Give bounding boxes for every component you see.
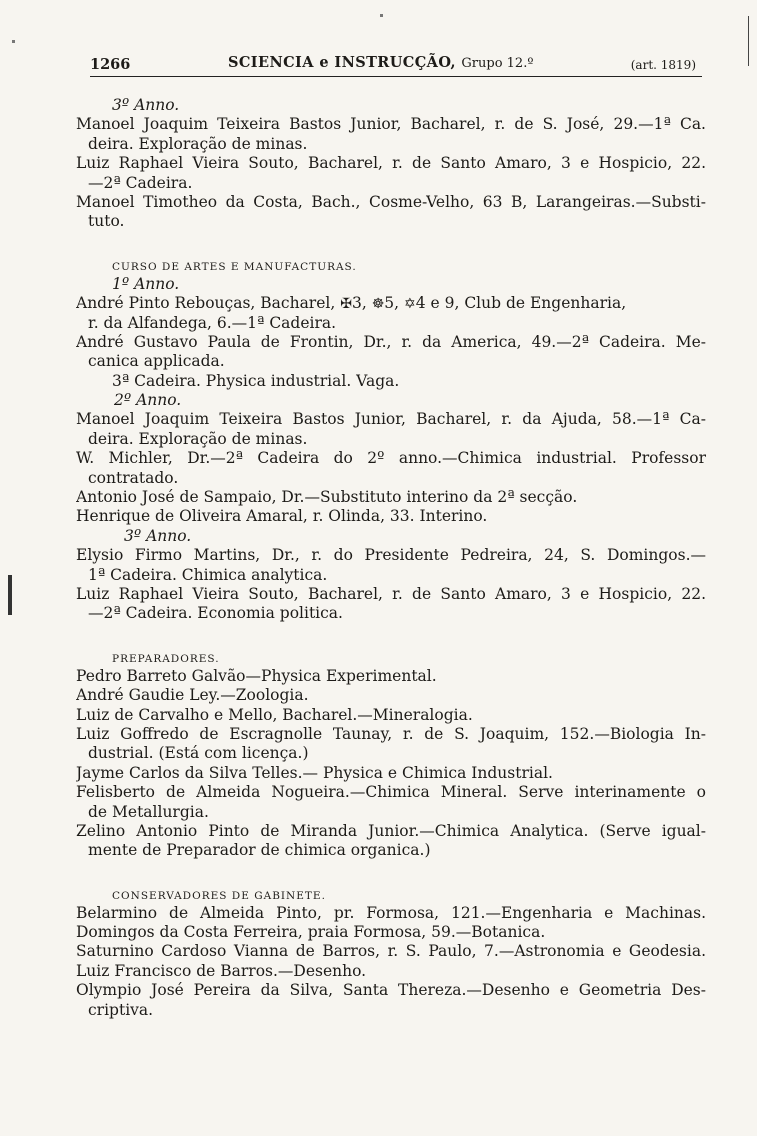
text-line: Jayme Carlos da Silva Telles.— Physica e Chimica Industrial. <box>76 763 553 782</box>
text-line: André Gustavo Paula de Frontin, Dr., r. da America, 49.—2ª Cadeira. Me- <box>76 332 706 351</box>
margin-rule <box>748 16 749 66</box>
year-heading: 3º Anno. <box>124 526 192 545</box>
text-line: Belarmino de Almeida Pinto, pr. Formosa, 121.—Engenharia e Machinas. <box>76 903 706 922</box>
header-title-text: SCIENCIA e INSTRUCÇÃO, <box>228 54 456 71</box>
text-line: W. Michler, Dr.—2ª Cadeira do 2º anno.—Chimica industrial. Professor <box>76 449 706 468</box>
header-article: (art. 1819) <box>630 58 696 72</box>
text-line: Manoel Timotheo da Costa, Bach., Cosme-Velho, 63 B, Larangeiras.—Substi- <box>76 192 706 211</box>
text-line: —2ª Cadeira. <box>88 173 193 192</box>
text-line: tuto. <box>88 212 125 231</box>
text-line: 1ª Cadeira. Chimica analytica. <box>88 565 328 584</box>
header-group: Grupo 12.º <box>461 56 534 71</box>
order-star-icon: ✡ <box>403 296 416 313</box>
text-line: Luiz Raphael Vieira Souto, Bacharel, r. de Santo Amaro, 3 e Hospicio, 22. <box>76 584 706 603</box>
year-heading: 1º Anno. <box>112 274 180 293</box>
text-line: Felisberto de Almeida Nogueira.—Chimica Mineral. Serve interinamente o <box>76 783 706 802</box>
text-line: André Gaudie Ley.—Zoologia. <box>76 686 309 705</box>
text-line: criptiva. <box>88 1000 154 1019</box>
order-medal-icon: ☸ <box>371 296 385 313</box>
text-line: Elysio Firmo Martins, Dr., r. do Presidente Pedreira, 24, S. Domingos.— <box>76 546 706 565</box>
text-line: Luiz Goffredo de Escragnolle Taunay, r. de S. Joaquim, 152.—Biologia In- <box>76 724 706 743</box>
text-line: contratado. <box>88 468 179 487</box>
section-heading: CURSO DE ARTES E MANUFACTURAS. <box>112 260 357 273</box>
text-line: Domingos da Costa Ferreira, praia Formosa, 59.—Botanica. <box>76 923 546 942</box>
text-line: Pedro Barreto Galvão—Physica Experimental. <box>76 666 437 685</box>
scan-speck <box>12 40 15 43</box>
text-line: Luiz Raphael Vieira Souto, Bacharel, r. de Santo Amaro, 3 e Hospicio, 22. <box>76 154 706 173</box>
scan-speck <box>380 14 383 17</box>
order-cross-icon: ✠ <box>340 296 352 313</box>
text-line: Antonio José de Sampaio, Dr.—Substituto interino da 2ª secção. <box>76 488 578 507</box>
page-body <box>76 96 706 1020</box>
text-line: Manoel Joaquim Teixeira Bastos Junior, Bacharel, r. de S. José, 29.—1ª Ca. <box>76 115 706 134</box>
text-span: André Pinto Rebouças, Bacharel, <box>76 294 336 313</box>
text-line: de Metallurgia. <box>88 802 209 821</box>
text-line: Zelino Antonio Pinto de Miranda Junior.—Chimica Analytica. (Serve igual- <box>76 821 706 840</box>
text-line: Luiz de Carvalho e Mello, Bacharel.—Mineralogia. <box>76 705 473 724</box>
text-line: —2ª Cadeira. Economia politica. <box>88 604 343 623</box>
text-line: Saturnino Cardoso Vianna de Barros, r. S. Paulo, 7.—Astronomia e Geodesia. <box>76 942 706 961</box>
text-line: Henrique de Oliveira Amaral, r. Olinda, 33. Interino. <box>76 507 488 526</box>
text-span: 5, <box>384 294 400 313</box>
text-line: r. da Alfandega, 6.—1ª Cadeira. <box>88 313 337 332</box>
text-line: 3ª Cadeira. Physica industrial. Vaga. <box>112 371 400 390</box>
text-line <box>76 294 706 313</box>
text-line: mente de Preparador de chimica organica.) <box>88 841 431 860</box>
year-heading: 3º Anno. <box>112 96 180 114</box>
year-heading: 2º Anno. <box>114 391 182 410</box>
text-line: Manoel Joaquim Teixeira Bastos Junior, Bacharel, r. da Ajuda, 58.—1ª Ca- <box>76 410 706 429</box>
text-line: deira. Exploração de minas. <box>88 429 308 448</box>
text-line: deira. Exploração de minas. <box>88 134 308 153</box>
section-heading: PREPARADORES. <box>112 652 220 665</box>
text-line: Olympio José Pereira da Silva, Santa Thereza.—Desenho e Geometria Des- <box>76 981 706 1000</box>
text-line: dustrial. (Está com licença.) <box>88 744 309 763</box>
section-heading: CONSERVADORES DE GABINETE. <box>112 889 326 902</box>
text-line: Luiz Francisco de Barros.—Desenho. <box>76 961 367 980</box>
text-span: 4 e 9, Club de Engenharia, <box>415 294 627 313</box>
page-number: 1266 <box>90 56 131 73</box>
text-span: 3, <box>351 294 367 313</box>
scan-mark <box>8 575 12 615</box>
running-header <box>90 54 702 77</box>
text-line: canica applicada. <box>88 352 225 371</box>
header-title <box>228 54 533 71</box>
